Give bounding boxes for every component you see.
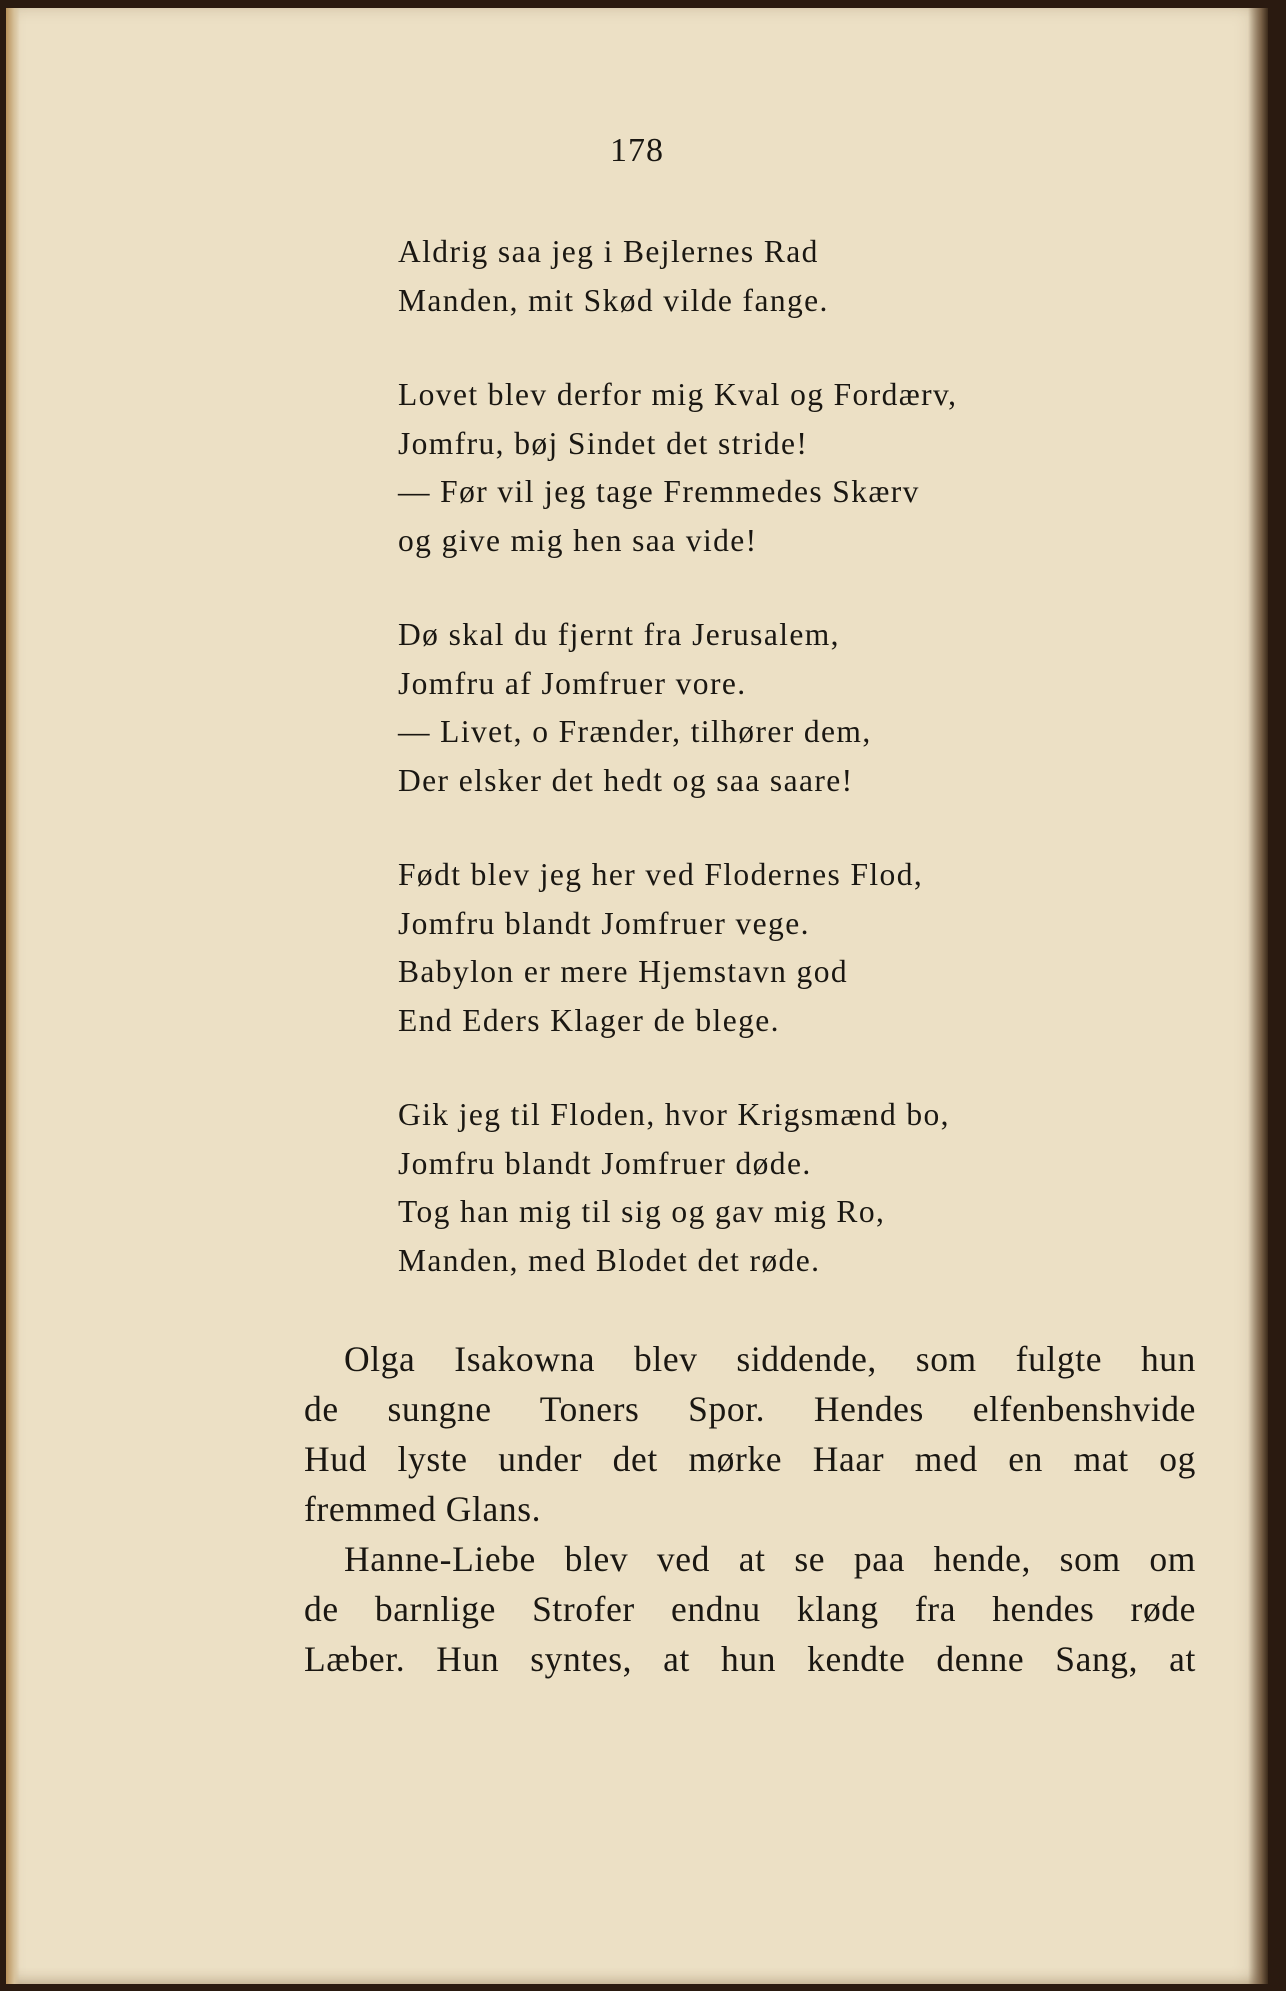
prose-line: de sungne Toners Spor. Hendes elfenbenshvide bbox=[304, 1389, 1196, 1429]
prose-line: Hud lyste under det mørke Haar med en mat og bbox=[304, 1439, 1196, 1479]
poem-line: Jomfru blandt Jomfruer døde. bbox=[398, 1145, 812, 1181]
poem-stanza-2 bbox=[398, 371, 1118, 565]
poem-line: Aldrig saa jeg i Bejlernes Rad bbox=[398, 234, 819, 269]
prose-line: Hanne-Liebe blev ved at se paa hende, som om bbox=[344, 1539, 1196, 1579]
poem-line: Lovet blev derfor mig Kval og Fordærv, bbox=[398, 377, 958, 412]
book-page bbox=[6, 8, 1268, 1984]
poem-line: — Før vil jeg tage Fremmedes Skærv bbox=[398, 474, 920, 509]
poem-line: Jomfru, bøj Sindet det stride! bbox=[398, 425, 809, 461]
poem-stanza-3 bbox=[398, 611, 1118, 805]
poem-line: Der elsker det hedt og saa saare! bbox=[398, 762, 854, 798]
page-left-edge bbox=[6, 8, 20, 1984]
poem-line: Jomfru blandt Jomfruer vege. bbox=[398, 905, 810, 941]
poem-line: Født blev jeg her ved Flodernes Flod, bbox=[398, 857, 924, 892]
poem-line: Dø skal du fjernt fra Jerusalem, bbox=[398, 617, 840, 652]
prose-line: fremmed Glans. bbox=[304, 1489, 542, 1529]
poem-stanza-5 bbox=[398, 1091, 1118, 1285]
poem-line: — Livet, o Frænder, tilhører dem, bbox=[398, 714, 872, 749]
prose-line: Læber. Hun syntes, at hun kendte denne Sang, at bbox=[304, 1639, 1196, 1679]
poem-line: Babylon er mere Hjemstavn god bbox=[398, 954, 848, 989]
page-right-edge bbox=[1248, 8, 1268, 1984]
prose-text bbox=[304, 1334, 1196, 1684]
poem-line: Manden, med Blodet det røde. bbox=[398, 1242, 821, 1278]
prose-line: Olga Isakowna blev siddende, som fulgte hun bbox=[344, 1339, 1196, 1379]
paragraph-2 bbox=[304, 1534, 1196, 1584]
prose-line: de barnlige Strofer endnu klang fra hendes røde bbox=[304, 1589, 1196, 1629]
poem bbox=[398, 228, 1118, 1331]
poem-line: End Eders Klager de blege. bbox=[398, 1002, 780, 1038]
poem-line: og give mig hen saa vide! bbox=[398, 522, 758, 558]
paragraph-1 bbox=[304, 1334, 1196, 1384]
poem-stanza-4 bbox=[398, 851, 1118, 1045]
poem-stanza-1 bbox=[398, 228, 1118, 325]
poem-line: Jomfru af Jomfruer vore. bbox=[398, 665, 747, 701]
poem-line: Gik jeg til Floden, hvor Krigsmænd bo, bbox=[398, 1097, 950, 1132]
poem-line: Manden, mit Skød vilde fange. bbox=[398, 282, 829, 318]
poem-line: Tog han mig til sig og gav mig Ro, bbox=[398, 1194, 886, 1229]
page-number: 178 bbox=[610, 132, 664, 169]
